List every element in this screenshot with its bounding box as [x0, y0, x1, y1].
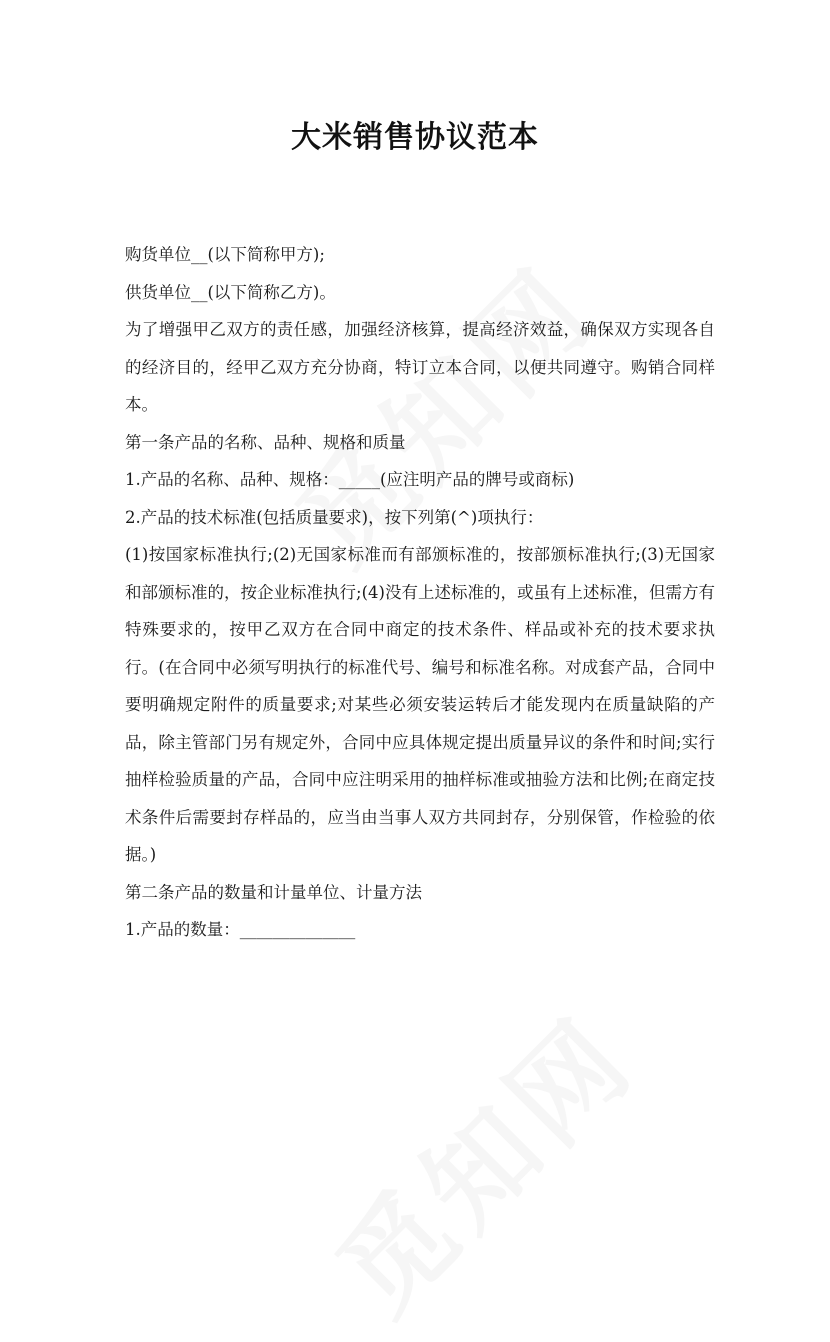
document-body [125, 236, 715, 949]
paragraph-preamble: 为了增强甲乙双方的责任感，加强经济核算，提高经济效益，确保双方实现各自的经济目的，经甲乙双方充分协商，特订立本合同，以便共同遵守。购销合同样本。 [125, 320, 715, 414]
paragraph-supplier: 供货单位__(以下简称乙方)。 [125, 282, 336, 302]
section-heading-2: 第二条产品的数量和计量单位、计量方法 [125, 882, 422, 902]
paragraph-standards: (1)按国家标准执行;(2)无国家标准而有部颁标准的，按部颁标准执行;(3)无国家和部颁标准的，按企业标准执行;(4)没有上述标准的，或虽有上述标准，但需方有特殊要求的，按甲乙双方在合同中商定的技术条件、样品或补充的技术要求执行。(在合同中必须写明执行的标准代号、编号和标准名称。对成套产品，合同中要明确规定附件的质量要求;对某些必须安装运转后才能发现内在质量缺陷的产品，除主管部门另有规定外，合同中应具体规定提出质量异议的条件和时间;实行抽样检验质量的产品，合同中应注明采用的抽样标准或抽验方法和比例;在商定技术条件后需要封存样品的，应当由当事人双方共同封存，分别保管，作检验的依据。) [125, 545, 715, 864]
watermark [297, 976, 663, 1342]
paragraph-item-2-1: 1.产品的数量：______________ [125, 920, 356, 939]
paragraph-item-1-1: 1.产品的名称、品种、规格：_____(应注明产品的牌号或商标) [125, 470, 575, 489]
paragraph-item-1-2: 2.产品的技术标准(包括质量要求)，按下列第(^)项执行： [125, 507, 544, 527]
document-title: 大米销售协议范本 [291, 120, 539, 155]
section-heading-1: 第一条产品的名称、品种、规格和质量 [125, 432, 406, 452]
paragraph-buyer: 购货单位__(以下简称甲方); [125, 245, 325, 264]
